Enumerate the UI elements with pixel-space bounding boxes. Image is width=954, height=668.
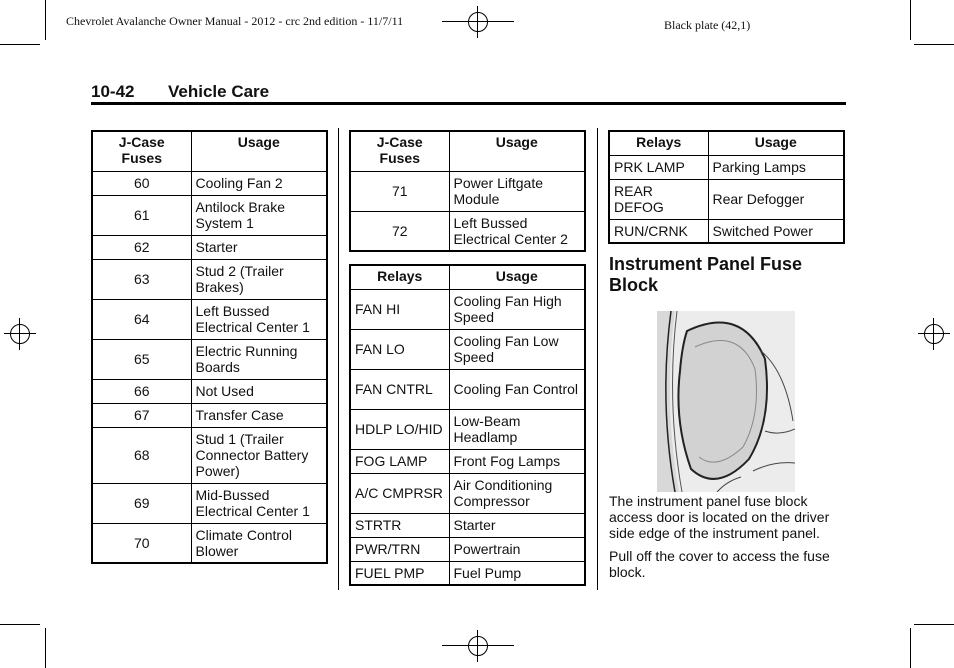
- relay-name: PWR/TRN: [350, 537, 449, 561]
- section-heading: Instrument Panel Fuse Block: [609, 254, 803, 295]
- crop-mark: [45, 628, 46, 668]
- relay-name: FAN LO: [350, 329, 449, 369]
- fuse-usage: Climate Control Blower: [191, 523, 327, 563]
- table-row: [92, 427, 327, 483]
- table-row: [350, 561, 585, 585]
- relay-usage: Cooling Fan Low Speed: [449, 329, 585, 369]
- fuse-usage: Stud 2 (Trailer Brakes): [191, 259, 327, 299]
- relay-usage: Starter: [449, 513, 585, 537]
- table-row: [350, 537, 585, 561]
- section-title: Vehicle Care: [168, 82, 270, 101]
- column-header: Relays: [350, 265, 449, 289]
- fuse-usage: Starter: [191, 235, 327, 259]
- page-number: 10-42: [91, 82, 135, 101]
- relay-usage: Powertrain: [449, 537, 585, 561]
- fuse-usage: Power Liftgate Module: [449, 171, 585, 211]
- relay-usage: Cooling Fan High Speed: [449, 289, 585, 329]
- fuse-number: 72: [350, 211, 449, 251]
- crop-mark: [914, 44, 954, 45]
- relay-usage: Fuel Pump: [449, 561, 585, 585]
- crop-mark: [45, 0, 46, 40]
- table-row: [92, 339, 327, 379]
- table-row: [92, 379, 327, 403]
- table-row: [350, 409, 585, 449]
- crop-mark: [914, 624, 954, 625]
- relay-usage: Cooling Fan Control: [449, 369, 585, 409]
- fuse-number: 62: [92, 235, 191, 259]
- column-header: J-Case Fuses: [350, 131, 449, 171]
- fuse-usage: Antilock Brake System 1: [191, 195, 327, 235]
- table-row: [609, 179, 844, 219]
- fuse-usage: Left Bussed Electrical Center 1: [191, 299, 327, 339]
- table-row: [92, 235, 327, 259]
- crop-mark: [910, 628, 911, 668]
- relay-name: HDLP LO/HID: [350, 409, 449, 449]
- fuse-number: 70: [92, 523, 191, 563]
- crop-mark: [910, 0, 911, 40]
- table-row: [350, 369, 585, 409]
- jcase-fuses-table-2: [349, 130, 586, 252]
- column-header: Usage: [449, 131, 585, 171]
- plate-info-right: Black plate (42,1): [664, 18, 751, 32]
- fuse-number: 61: [92, 195, 191, 235]
- fuse-number: 68: [92, 427, 191, 483]
- registration-mark: [462, 630, 494, 662]
- fuse-number: 71: [350, 171, 449, 211]
- table-row: [350, 171, 585, 211]
- column-header: Relays: [609, 131, 708, 155]
- registration-mark: [918, 318, 950, 350]
- fuse-usage: Electric Running Boards: [191, 339, 327, 379]
- column-header: Usage: [449, 265, 585, 289]
- fuse-usage: Mid-Bussed Electrical Center 1: [191, 483, 327, 523]
- table-row: [92, 523, 327, 563]
- jcase-fuses-table-1: [91, 130, 328, 564]
- relay-usage: Air Conditioning Compressor: [449, 473, 585, 513]
- relay-usage: Switched Power: [708, 219, 844, 243]
- table-row: [609, 155, 844, 179]
- plate-info-left: Chevrolet Avalanche Owner Manual - 2012 - crc 2nd edition - 11/7/11: [66, 14, 404, 28]
- registration-mark: [4, 318, 36, 350]
- registration-line: [442, 21, 514, 22]
- table-row: [350, 473, 585, 513]
- table-row: [92, 195, 327, 235]
- fuse-usage: Transfer Case: [191, 403, 327, 427]
- fuse-usage: Stud 1 (Trailer Connector Battery Power): [191, 427, 327, 483]
- header-rule: [91, 102, 846, 105]
- fuse-number: 69: [92, 483, 191, 523]
- column-header: Usage: [191, 131, 327, 171]
- fuse-usage: Not Used: [191, 379, 327, 403]
- fuse-block-door-illustration: [657, 311, 795, 492]
- relay-name: STRTR: [350, 513, 449, 537]
- column-divider: [597, 128, 598, 590]
- paragraph: The instrument panel fuse block access door is located on the driver side edge of the instrument panel.: [609, 493, 830, 541]
- table-row: [609, 219, 844, 243]
- table-row: [92, 259, 327, 299]
- relay-name: REAR DEFOG: [609, 179, 708, 219]
- table-row: [92, 403, 327, 427]
- relay-name: FAN HI: [350, 289, 449, 329]
- crop-mark: [0, 44, 40, 45]
- relay-name: A/C CMPRSR: [350, 473, 449, 513]
- column-header: Usage: [708, 131, 844, 155]
- relays-table-1: [349, 264, 586, 586]
- fuse-number: 66: [92, 379, 191, 403]
- relay-name: FOG LAMP: [350, 449, 449, 473]
- table-row: [350, 449, 585, 473]
- table-row: [92, 483, 327, 523]
- relay-name: PRK LAMP: [609, 155, 708, 179]
- fuse-number: 60: [92, 171, 191, 195]
- relays-table-2: [608, 130, 845, 244]
- table-row: [92, 171, 327, 195]
- fuse-number: 64: [92, 299, 191, 339]
- paragraph: Pull off the cover to access the fuse block.: [609, 548, 830, 580]
- column-divider: [338, 128, 339, 590]
- relay-name: RUN/CRNK: [609, 219, 708, 243]
- fuse-usage: Cooling Fan 2: [191, 171, 327, 195]
- fuse-number: 65: [92, 339, 191, 379]
- relay-usage: Front Fog Lamps: [449, 449, 585, 473]
- relay-name: FUEL PMP: [350, 561, 449, 585]
- fuse-usage: Left Bussed Electrical Center 2: [449, 211, 585, 251]
- relay-usage: Parking Lamps: [708, 155, 844, 179]
- fuse-number: 63: [92, 259, 191, 299]
- table-row: [350, 513, 585, 537]
- table-row: [350, 329, 585, 369]
- relay-usage: Low-Beam Headlamp: [449, 409, 585, 449]
- column-header: J-Case Fuses: [92, 131, 191, 171]
- registration-mark: [462, 6, 494, 38]
- relay-usage: Rear Defogger: [708, 179, 844, 219]
- table-row: [350, 211, 585, 251]
- table-row: [350, 289, 585, 329]
- table-row: [92, 299, 327, 339]
- relay-name: FAN CNTRL: [350, 369, 449, 409]
- crop-mark: [0, 624, 40, 625]
- registration-line: [442, 645, 514, 646]
- fuse-number: 67: [92, 403, 191, 427]
